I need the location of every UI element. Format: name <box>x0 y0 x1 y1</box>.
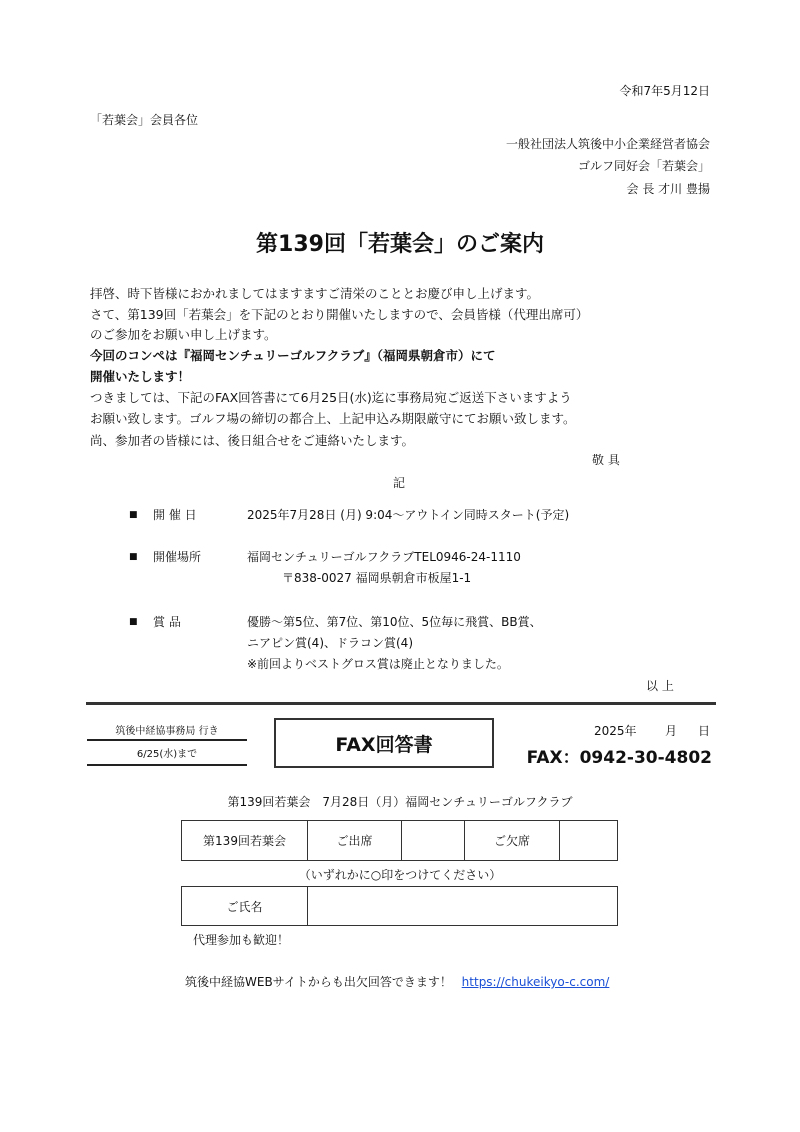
event-line: 第139回若葉会 7月28日（月）福岡センチュリーゴルフクラブ <box>227 795 573 809</box>
body-line: のご参加をお願い申し上げます。 <box>90 327 277 342</box>
deadline-underline <box>87 764 247 766</box>
document-date: 令和7年5月12日 <box>619 84 710 98</box>
fax-number: FAX：0942-30-4802 <box>526 748 712 768</box>
detail-value-prizes: 優勝～第5位、第7位、第10位、5位毎に飛賞、BB賞、 <box>247 615 542 629</box>
page-title: 第139回「若葉会」のご案内 <box>256 232 544 257</box>
fax-deadline: 6/25(水)まで <box>136 749 198 760</box>
highlight-line: 今回のコンペは『福岡センチュリーゴルフクラブ』（福岡県朝倉市）にて <box>90 348 496 363</box>
event-cell: 第139回若葉会 <box>182 821 308 861</box>
web-reply-note <box>185 973 609 990</box>
highlight-line: 開催いたします！ <box>90 369 191 384</box>
absent-mark-cell[interactable] <box>560 821 618 861</box>
detail-label-prizes: 賞 品 <box>153 615 181 629</box>
website-link[interactable]: https://chukeikyo-c.com/ <box>461 975 610 989</box>
sender-name: 会 長 才川 豊揚 <box>626 182 710 196</box>
recipient-underline <box>87 739 247 741</box>
name-label-cell: ご氏名 <box>182 887 308 926</box>
mark-instruction: （いずれかに○印をつけてください） <box>298 868 502 882</box>
reply-year: 2025年 <box>594 724 637 738</box>
fax-title: FAX回答書 <box>335 733 433 756</box>
reply-month: 月 <box>665 724 678 738</box>
bullet-icon: ■ <box>129 510 138 520</box>
closing-ijou: 以 上 <box>646 679 674 693</box>
attend-mark-cell[interactable] <box>402 821 465 861</box>
body-line: つきましては、下記のFAX回答書にて6月25日(水)迄に事務局宛ご返送下さいますよう <box>90 390 572 405</box>
sender-organization: 一般社団法人筑後中小企業経営者協会 <box>505 137 710 151</box>
proxy-note: 代理参加も歓迎！ <box>193 933 290 947</box>
detail-label-venue: 開催場所 <box>153 550 202 564</box>
sender-club: ゴルフ同好会「若葉会」 <box>577 159 710 173</box>
closing-keigu: 敬 具 <box>592 453 620 467</box>
bullet-icon: ■ <box>129 617 138 627</box>
attend-label-cell: ご出席 <box>308 821 402 861</box>
web-reply-text: 筑後中経協WEBサイトからも出欠回答できます！ <box>185 975 452 989</box>
detail-label-date: 開 催 日 <box>153 508 197 522</box>
name-input-cell[interactable] <box>308 887 618 926</box>
section-divider <box>86 702 716 705</box>
fax-recipient: 筑後中経協事務局 行き <box>115 726 219 737</box>
ki-marker: 記 <box>393 476 406 490</box>
detail-value-prizes-note: ※前回よりベストグロス賞は廃止となりました。 <box>247 657 509 671</box>
detail-value-address: 〒838-0027 福岡県朝倉市板屋1-1 <box>282 571 472 585</box>
fax-title-box <box>274 718 494 768</box>
reply-day: 日 <box>698 724 711 738</box>
addressee: 「若葉会」会員各位 <box>90 113 199 127</box>
body-line: 尚、参加者の皆様には、後日組合せをご連絡いたします。 <box>90 433 415 448</box>
bullet-icon: ■ <box>129 552 138 562</box>
name-table <box>181 886 618 926</box>
attendance-table <box>181 820 618 861</box>
body-line: 拝啓、時下皆様におかれましてはますますご清栄のこととお慶び申し上げます。 <box>90 286 540 301</box>
detail-value-date: 2025年7月28日 (月) 9:04～アウトイン同時スタート(予定) <box>247 508 570 522</box>
body-line: さて、第139回「若葉会」を下記のとおり開催いたしますので、会員皆様（代理出席可） <box>90 307 589 322</box>
body-line: お願い致します。ゴルフ場の締切の都合上、上記申込み期限厳守にてお願い致します。 <box>90 411 576 426</box>
absent-label-cell: ご欠席 <box>465 821 560 861</box>
detail-value-prizes: ニアピン賞(4)、ドラコン賞(4) <box>247 636 413 650</box>
detail-value-venue: 福岡センチュリーゴルフクラブTEL0946-24-1110 <box>247 550 521 564</box>
